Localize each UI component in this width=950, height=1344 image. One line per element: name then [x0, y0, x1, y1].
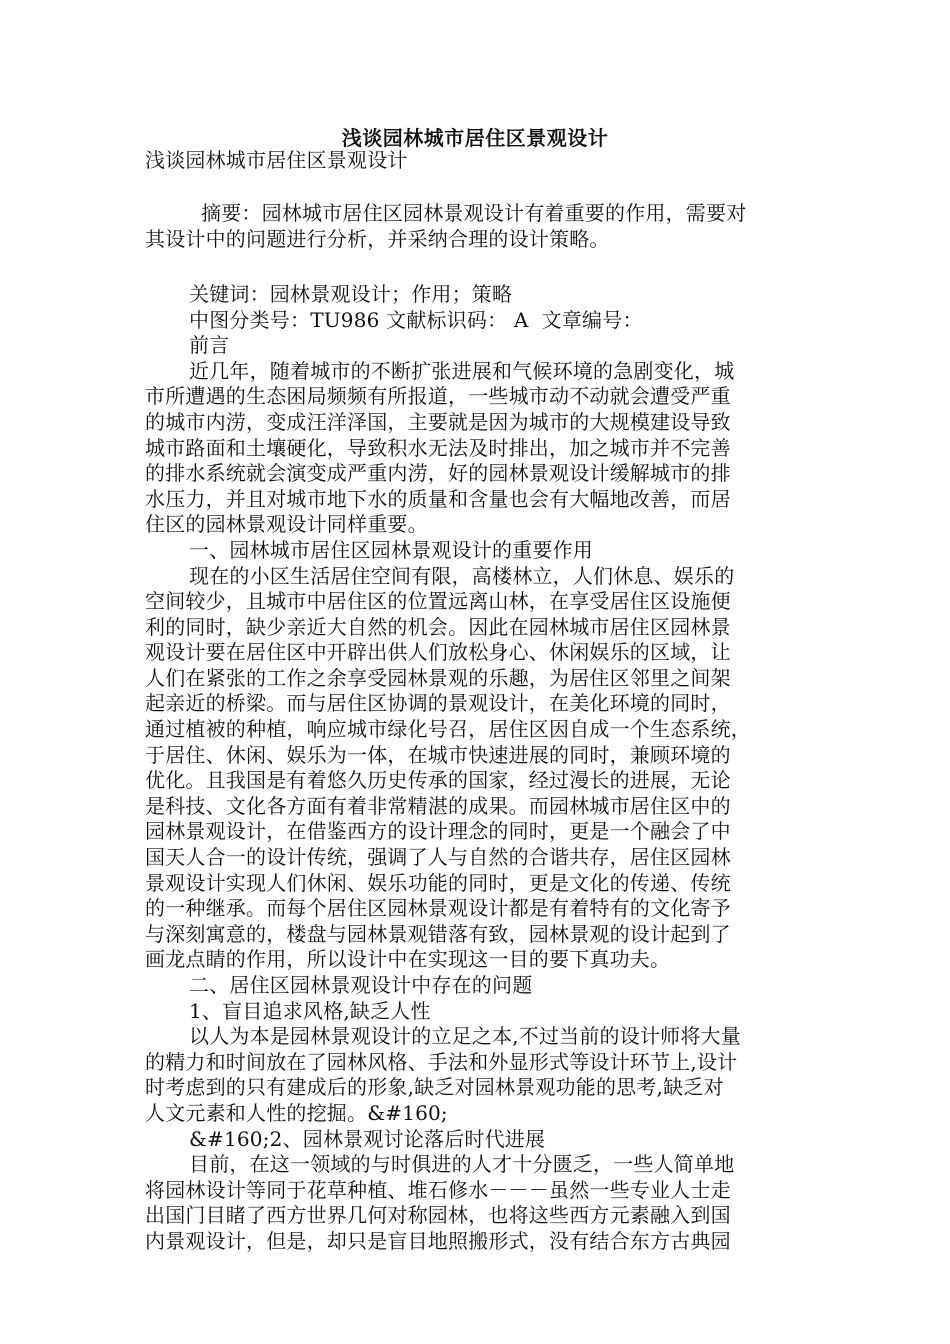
paragraph-line: 的精力和时间放在了园林风格、手法和外显形式等设计环节上,设计	[145, 1049, 738, 1074]
paragraph-line: 市所遭遇的生态困局频频有所报道，一些城市动不动就会遭受严重	[145, 384, 731, 409]
paragraph-line: 时考虑到的只有建成后的形象,缺乏对园林景观功能的思考,缺乏对	[145, 1075, 724, 1100]
paragraph-line: 城市路面和土壤硬化，导致积水无法及时排出，加之城市并不完善	[145, 435, 731, 460]
paragraph-line: 与深刻寓意的，楼盘与园林景观错落有致，园林景观的设计起到了	[145, 921, 731, 946]
document-body	[145, 148, 805, 1255]
paragraph-line: 人文元素和人性的挖掘。&#160;	[145, 1100, 448, 1125]
paragraph-line: 空间较少，且城市中居住区的位置远离山林，在享受居住区设施便	[145, 589, 731, 614]
paragraph-line: 于居住、休闲、娱乐为一体，在城市快速进展的同时，兼顾环境的	[145, 742, 731, 767]
paragraph-line: 园林景观设计，在借鉴西方的设计理念的同时，更是一个融会了中	[145, 819, 731, 844]
subsection-heading: &#160;2、园林景观讨论落后时代进展	[189, 1126, 546, 1151]
paragraph-line: 出国门目睹了西方世界几何对称园林，也将这些西方元素融入到国	[145, 1203, 731, 1228]
paragraph-line: 利的同时，缺少亲近大自然的机会。因此在园林城市居住区园林景	[145, 614, 731, 639]
paragraph-line: 人们在紧张的工作之余享受园林景观的乐趣，为居住区邻里之间架	[145, 665, 731, 690]
paragraph-line: 优化。且我国是有着悠久历史传承的国家，经过漫长的进展，无论	[145, 768, 731, 793]
paragraph-line: 将园林设计等同于花草种植、堆石修水－－－虽然一些专业人士走	[145, 1177, 731, 1202]
subsection-heading: 1、盲目追求风格,缺乏人性	[189, 998, 431, 1023]
paragraph-line: 目前，在这一领域的与时俱进的人才十分匮乏，一些人简单地	[189, 1152, 735, 1177]
paragraph-line: 观设计要在居住区中开辟出供人们放松身心、休闲娱乐的区域，让	[145, 640, 731, 665]
paragraph-line: 起亲近的桥梁。而与居住区协调的景观设计，在美化环境的同时，	[145, 691, 731, 716]
paragraph-line: 的城市内涝，变成汪洋泽国，主要就是因为城市的大规模建设导致	[145, 409, 731, 434]
paragraph-line: 水压力，并且对城市地下水的质量和含量也会有大幅地改善，而居	[145, 486, 731, 511]
paragraph-line: 是科技、文化各方面有着非常精湛的成果。而园林城市居住区中的	[145, 793, 731, 818]
paragraph-line: 景观设计实现人们休闲、娱乐功能的同时，更是文化的传递、传统	[145, 870, 731, 895]
document-title: 浅谈园林城市居住区景观设计	[341, 126, 609, 150]
paragraph-line: 通过植被的种植，响应城市绿化号召，居住区因自成一个生态系统，	[145, 717, 751, 742]
paragraph-line: 内景观设计，但是，却只是盲目地照搬形式，没有结合东方古典园	[145, 1228, 731, 1253]
abstract-line: 其设计中的问题进行分析，并采纳合理的设计策略。	[145, 226, 610, 251]
paragraph-line: 住区的园林景观设计同样重要。	[145, 512, 428, 537]
classification-line: 中图分类号：TU986 文献标识码： A 文章编号：	[189, 307, 643, 332]
preface-heading: 前言	[189, 333, 230, 358]
section-heading: 一、园林城市居住区园林景观设计的重要作用	[189, 537, 593, 562]
paragraph-line: 国天人合一的设计传统，强调了人与自然的合谐共存，居住区园林	[145, 845, 731, 870]
paragraph-line: 画龙点睛的作用，所以设计中在实现这一目的要下真功夫。	[145, 947, 671, 972]
section-heading: 二、居住区园林景观设计中存在的问题	[189, 973, 533, 997]
paragraph-line: 近几年，随着城市的不断扩张进展和气候环境的急剧变化，城	[189, 358, 735, 383]
abstract-line: 摘要：园林城市居住区园林景观设计有着重要的作用，需要对	[201, 201, 747, 226]
paragraph-line: 的排水系统就会演变成严重内涝，好的园林景观设计缓解城市的排	[145, 461, 731, 486]
keywords-line: 关键词：园林景观设计；作用；策略	[189, 281, 513, 306]
document-subtitle: 浅谈园林城市居住区景观设计	[145, 148, 408, 172]
paragraph-line: 以人为本是园林景观设计的立足之本,不过当前的设计师将大量	[189, 1024, 741, 1049]
paragraph-line: 现在的小区生活居住空间有限，高楼林立，人们休息、娱乐的	[189, 563, 735, 588]
paragraph-line: 的一种继承。而每个居住区园林景观设计都是有着特有的文化寄予	[145, 896, 731, 921]
